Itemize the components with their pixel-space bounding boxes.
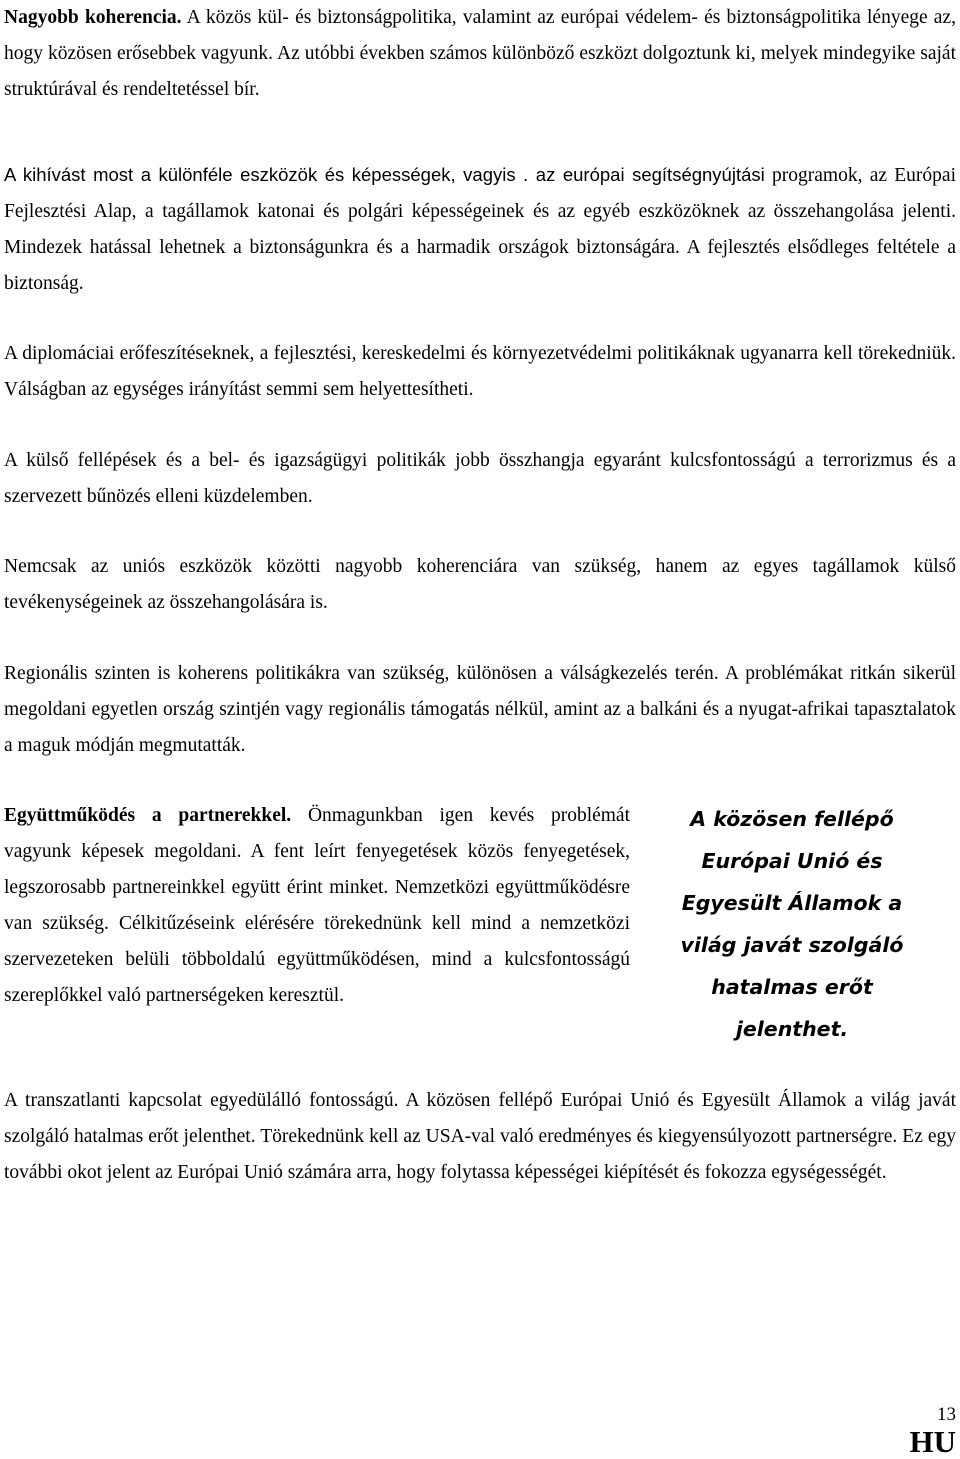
- paragraph-heading: Együttműködés a partnerekkel.: [4, 805, 292, 826]
- language-code: HU: [909, 1424, 956, 1459]
- paragraph-text: A transzatlanti kapcsolat egyedülálló fontosságú. A közösen fellépő Európai Unió és Egyesült Államok a világ javát szolgáló hatalmas erőt jelenthet. Törekednünk kell az USA-val való eredményes és kiegyensúlyozott partnerségre. Ez egy további okot jelent az Európai Unió számára arra, hogy folytassa képességei kiépítését és fokozza egységességét.: [4, 1090, 956, 1183]
- paragraph-member-states: [4, 549, 956, 621]
- paragraph-heading: Nagyobb koherencia.: [4, 7, 182, 28]
- paragraph-regional: [4, 656, 956, 764]
- paragraph-text: A külső fellépések és a bel- és igazságügyi politikák jobb összhangja egyaránt kulcsfontosságú a terrorizmus és a szervezett bűnözés elleni küzdelemben.: [4, 450, 956, 507]
- pull-quote: A közösen fellépő Európai Unió és Egyesült Államok a világ javát szolgáló hatalmas erőt jelenthet.: [680, 807, 904, 1041]
- paragraph-transatlantic: [4, 1083, 956, 1191]
- paragraph-challenge: [4, 157, 956, 302]
- paragraph-text: A diplomáciai erőfeszítéseknek, a fejlesztési, kereskedelmi és környezetvédelmi politikáknak ugyanarra kell törekedniük. Válságban az egységes irányítást semmi sem helyettesítheti.: [4, 343, 956, 400]
- paragraph-text: A közös kül- és biztonságpolitika, valamint az európai védelem- és biztonságpolitika lényege az, hogy közösen erősebbek vagyunk. Az utóbbi években számos különböző eszközt dolgoztunk ki, melyek mindegyike saját struktúrával és rendeltetéssel bír.: [4, 7, 956, 100]
- paragraph-coherence: [4, 0, 956, 108]
- paragraph-justice: [4, 443, 956, 515]
- paragraph-text: Önmagunkban igen kevés problémát vagyunk képesek megoldani. A fent leírt fenyegetések közös fenyegetések, legszorosabb partnereinkkel együtt érint minket. Nemzetközi együttműködésre van szükség. Célkitűzéseink elérésére törekednünk kell mind a nemzetközi szervezeteken belüli többoldalú együttműködésen, mind a kulcsfontosságú szereplőkkel való partnerségeken keresztül.: [4, 805, 631, 1006]
- paragraph-text: Regionális szinten is koherens politikákra van szükség, különösen a válságkezelés terén. A problémákat ritkán sikerül megoldani egyetlen ország szintjén vagy regionális támogatás nélkül, amint az a balkáni és a nyugat-afrikai tapasztalatok a maguk módján megmutatták.: [4, 663, 956, 756]
- page-number: 13: [937, 1404, 956, 1425]
- paragraph-diplomacy: [4, 336, 956, 408]
- paragraph-text-sans: A kihívást most a különféle eszközök és képességek, vagyis . az európai segítségnyújtási: [4, 164, 765, 185]
- paragraph-text: Nemcsak az uniós eszközök közötti nagyobb koherenciára van szükség, hanem az egyes tagállamok külső tevékenységeinek az összehangolására is.: [4, 556, 956, 613]
- paragraph-text: programok, az Európai Fejlesztési Alap, a tagállamok katonai és polgári képességeinek és az egyéb eszközöknek az összehangolása jelenti. Mindezek hatással lehetnek a biztonságunkra és a harmadik országok biztonságára. A fejlesztés elsődleges feltétele a biztonság.: [4, 165, 957, 294]
- paragraph-partners: [4, 798, 630, 1014]
